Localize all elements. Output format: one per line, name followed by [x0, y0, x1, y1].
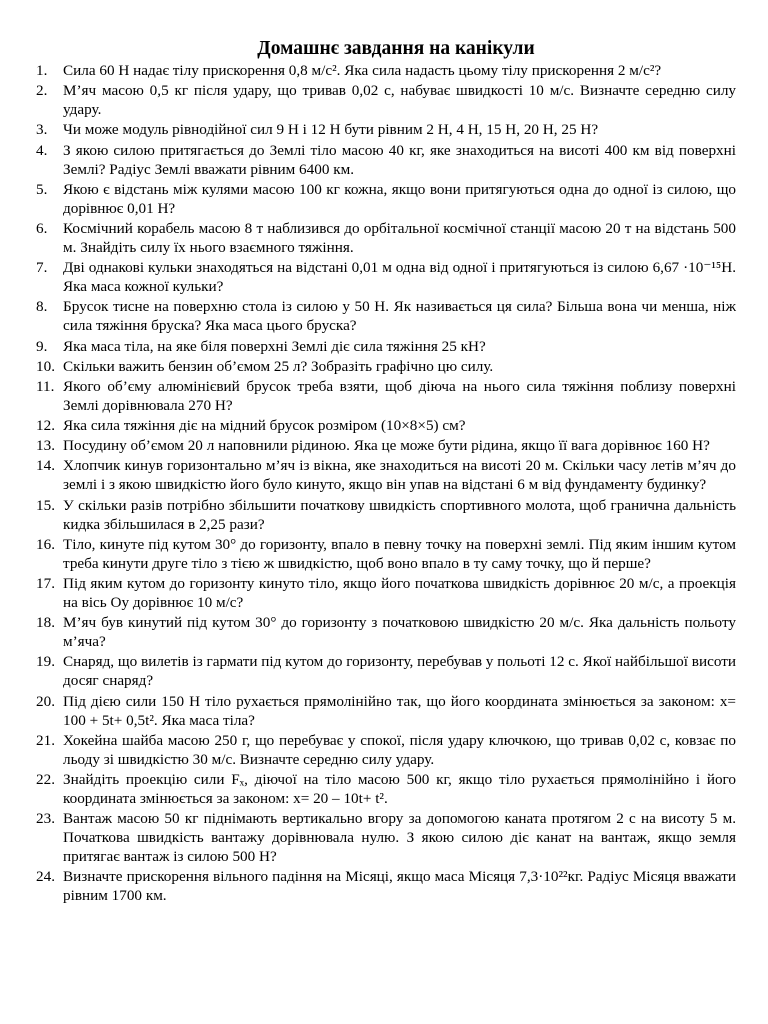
- task-number: 3.: [36, 121, 48, 139]
- task-text: Якого об’єму алюмінієвий брусок треба взяти, щоб діюча на нього сила тяжіння поблизу поверхні Землі дорівнювала 270 Н?: [63, 377, 736, 414]
- task-item: [36, 456, 736, 494]
- task-item: [36, 219, 736, 257]
- task-item: [36, 613, 736, 651]
- task-number: 4.: [36, 141, 48, 159]
- task-number: 15.: [36, 496, 55, 514]
- task-text: Хлопчик кинув горизонтально м’яч із вікна, яке знаходиться на висоті 20 м. Скільки часу летів м’яч до землі і з якою швидкістю його було кинуто, якщо він упав на відстані 6 м від фундаменту будинку?: [63, 457, 736, 494]
- task-number: 21.: [36, 731, 55, 749]
- task-item: [36, 141, 736, 179]
- task-text: Знайдіть проекцію сили Fₓ, діючої на тіло масою 500 кг, якщо тіло рухається прямолінійно і його координата змінюється за законом: x= 20 – 10t+ t².: [63, 770, 736, 807]
- task-text: Скільки важить бензин об’ємом 25 л? Зобразіть графічно цю силу.: [63, 357, 494, 375]
- task-number: 10.: [36, 357, 55, 375]
- task-text: Вантаж масою 50 кг піднімають вертикально вгору за допомогою каната протягом 2 с на висоту 5 м. Початкова швидкість вантажу дорівнювала нулю. З якою силою діє канат на вантаж, якщо земля притягає вантаж із силою 500 Н?: [63, 810, 736, 866]
- task-text: Хокейна шайба масою 250 г, що перебуває у спокої, після удару ключкою, що тривав 0,02 с, ковзає по льоду зі швидкістю 30 м/с. Визначте середню силу удару.: [63, 731, 736, 768]
- task-item: [36, 258, 736, 296]
- task-item: [36, 692, 736, 730]
- task-number: 18.: [36, 614, 55, 632]
- task-number: 22.: [36, 770, 55, 788]
- task-text: З якою силою притягається до Землі тіло масою 40 кг, яке знаходиться на висоті 400 км від поверхні Землі? Радіус Землі вважати рівним 6400 км.: [63, 141, 736, 178]
- task-number: 24.: [36, 868, 55, 886]
- task-text: Тіло, кинуте під кутом 30° до горизонту, впало в певну точку на поверхні землі. Під яким іншим кутом треба кинути друге тіло з тією ж швидкістю, щоб воно впало в ту саму точку, що й перше?: [63, 535, 736, 572]
- task-list: [36, 61, 736, 905]
- task-number: 23.: [36, 810, 55, 828]
- task-text: У скільки разів потрібно збільшити початкову швидкість спортивного молота, щоб гранична дальність кидка збільшилася в 2,25 рази?: [63, 496, 736, 533]
- task-item: [36, 535, 736, 573]
- task-number: 12.: [36, 417, 55, 435]
- task-number: 11.: [36, 377, 55, 395]
- task-number: 13.: [36, 437, 55, 455]
- task-item: [36, 357, 736, 376]
- task-text: Брусок тисне на поверхню стола із силою у 50 Н. Як називається ця сила? Більша вона чи менша, ніж сила тяжіння бруска? Яка маса цього бруска?: [63, 298, 736, 335]
- task-item: [36, 809, 736, 866]
- task-item: [36, 180, 736, 218]
- task-item: [36, 436, 736, 455]
- task-text: Посудину об’ємом 20 л наповнили рідиною. Яка це може бути рідина, якщо її вага дорівнює 160 Н?: [63, 437, 710, 455]
- task-number: 20.: [36, 692, 55, 710]
- task-text: Яка маса тіла, на яке біля поверхні Землі діє сила тяжіння 25 кН?: [63, 337, 486, 355]
- task-text: Сила 60 Н надає тілу прискорення 0,8 м/с². Яка сила надасть цьому тілу прискорення 2 м/с²?: [63, 62, 662, 79]
- task-number: 8.: [36, 298, 48, 316]
- task-text: Снаряд, що вилетів із гармати під кутом до горизонту, перебував у польоті 12 с. Якої найбільшої висоти досяг снаряд?: [63, 653, 736, 690]
- task-item: [36, 297, 736, 335]
- task-text: Під яким кутом до горизонту кинуто тіло, якщо його початкова швидкість дорівнює 20 м/с, а проекція на вісь Оу дорівнює 10 м/с?: [63, 575, 736, 611]
- task-item: [36, 731, 736, 769]
- task-number: 9.: [36, 337, 48, 355]
- task-number: 1.: [36, 62, 48, 79]
- task-number: 5.: [36, 180, 48, 198]
- task-item: [36, 770, 736, 808]
- task-text: Під дією сили 150 Н тіло рухається прямолінійно так, що його координата змінюється за законом: x= 100 + 5t+ 0,5t². Яка маса тіла?: [63, 692, 736, 729]
- task-number: 2.: [36, 82, 48, 100]
- task-number: 19.: [36, 653, 55, 671]
- task-text: Якою є відстань між кулями масою 100 кг кожна, якщо вони притягуються одна до одної із силою, що дорівнює 0,01 Н?: [63, 180, 736, 217]
- task-number: 17.: [36, 575, 55, 592]
- task-item: [36, 120, 736, 139]
- task-number: 14.: [36, 457, 55, 475]
- task-text: М’яч був кинутий під кутом 30° до горизонту з початковою швидкістю 20 м/с. Яка дальність польоту м’яча?: [63, 614, 736, 651]
- task-item: [36, 377, 736, 415]
- task-item: [36, 81, 736, 119]
- task-number: 16.: [36, 535, 55, 553]
- task-item: [36, 496, 736, 534]
- task-text: Дві однакові кульки знаходяться на відстані 0,01 м одна від одної і притягуються із силою 6,67 ·10⁻¹⁵Н. Яка маса кожної кульки?: [63, 259, 736, 296]
- task-item: [36, 652, 736, 690]
- task-item: [36, 574, 736, 612]
- task-text: Визначте прискорення вільного падіння на Місяці, якщо маса Місяця 7,3·10²²кг. Радіус Місяця вважати рівним 1700 км.: [63, 868, 736, 905]
- task-number: 7.: [36, 259, 48, 277]
- task-item: [36, 867, 736, 905]
- task-text: М’яч масою 0,5 кг після удару, що тривав 0,02 с, набуває швидкості 10 м/с. Визначте середню силу удару.: [63, 82, 736, 119]
- task-text: Яка сила тяжіння діє на мідний брусок розміром (10×8×5) см?: [63, 417, 466, 435]
- task-item: [36, 337, 736, 356]
- task-item: [36, 61, 736, 80]
- page-title: Домашнє завдання на канікули: [257, 38, 535, 59]
- task-text: Космічний корабель масою 8 т наблизився до орбітальної космічної станції масою 20 т на відстань 500 м. Знайдіть силу їх нього взаємного тяжіння.: [63, 219, 736, 256]
- task-number: 6.: [36, 219, 48, 237]
- task-item: [36, 416, 736, 435]
- task-text: Чи може модуль рівнодійної сил 9 Н і 12 Н бути рівним 2 Н, 4 Н, 15 Н, 20 Н, 25 Н?: [63, 121, 599, 139]
